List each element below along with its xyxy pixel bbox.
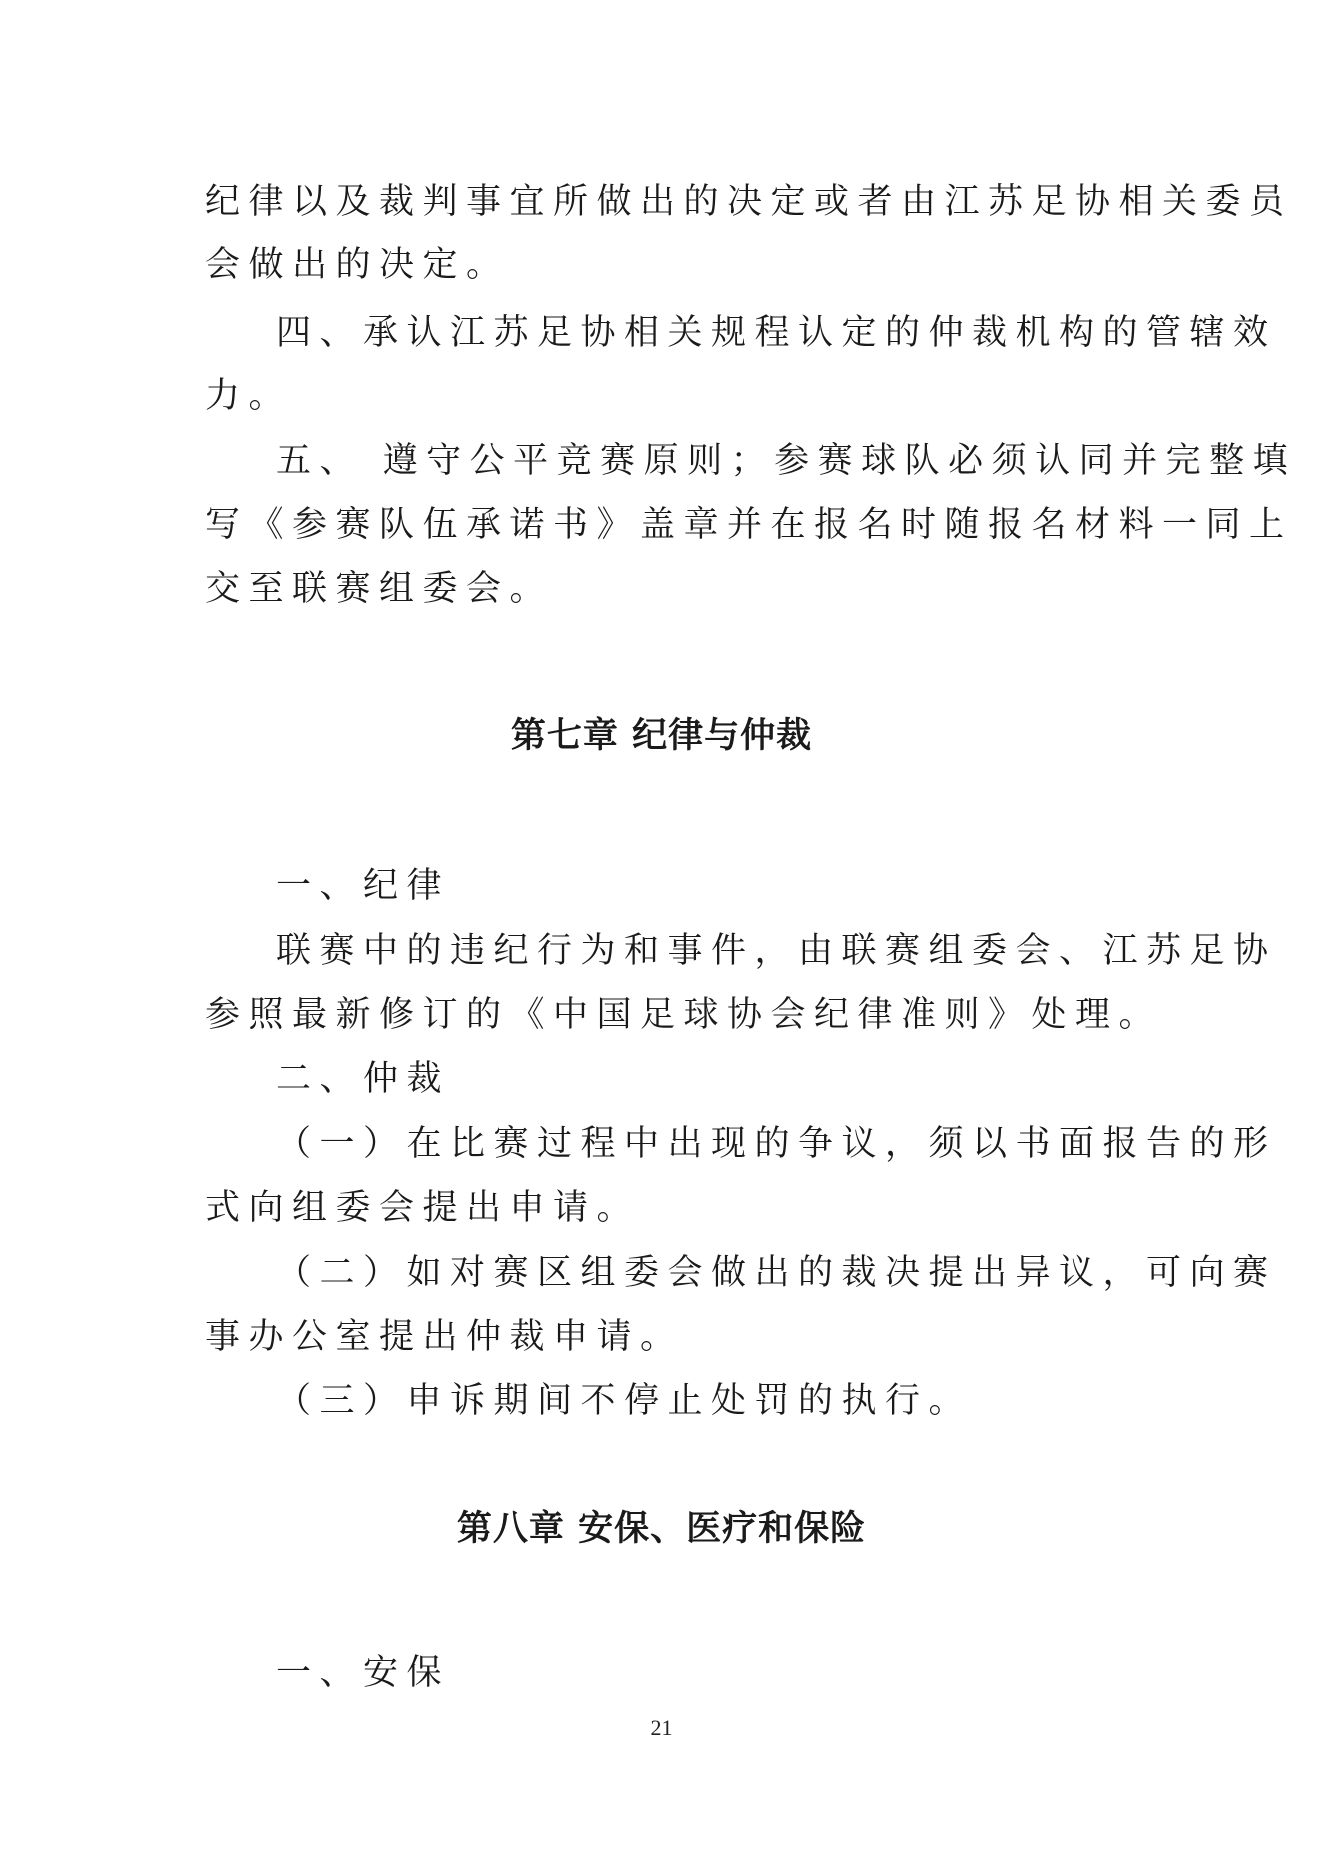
section-heading-arbitration: 二、仲裁	[276, 1059, 451, 1099]
paragraph-line: 会做出的决定。	[205, 245, 510, 285]
paragraph-line: 四、承认江苏足协相关规程认定的仲裁机构的管辖效	[276, 313, 1277, 353]
page-number: 21	[650, 1715, 673, 1740]
paragraph-line: 纪律以及裁判事宜所做出的决定或者由江苏足协相关委员	[205, 182, 1293, 222]
list-item-line: （一）在比赛过程中出现的争议，须以书面报告的形	[276, 1124, 1277, 1164]
section-heading-security: 一、安保	[276, 1653, 451, 1693]
paragraph-line: 交至联赛组委会。	[205, 569, 554, 609]
paragraph-line: 写《参赛队伍承诺书》盖章并在报名时随报名材料一同上	[205, 505, 1293, 545]
paragraph-line: 五、 遵守公平竞赛原则；参赛球队必须认同并完整填	[276, 441, 1297, 481]
paragraph-line: 力。	[205, 376, 293, 416]
chapter-seven-title: 第七章 纪律与仲裁	[510, 716, 813, 756]
paragraph-line: 联赛中的违纪行为和事件，由联赛组委会、江苏足协	[276, 931, 1277, 971]
list-item-line: 式向组委会提出申请。	[205, 1188, 641, 1228]
list-item-line: 事办公室提出仲裁申请。	[205, 1317, 684, 1357]
chapter-eight-title: 第八章 安保、医疗和保险	[456, 1509, 867, 1549]
section-heading-discipline: 一、纪律	[276, 866, 451, 906]
list-item-line: （二）如对赛区组委会做出的裁决提出异议，可向赛	[276, 1253, 1277, 1293]
paragraph-line: 参照最新修订的《中国足球协会纪律准则》处理。	[205, 995, 1163, 1035]
list-item-line: （三）申诉期间不停止处罚的执行。	[276, 1381, 973, 1421]
